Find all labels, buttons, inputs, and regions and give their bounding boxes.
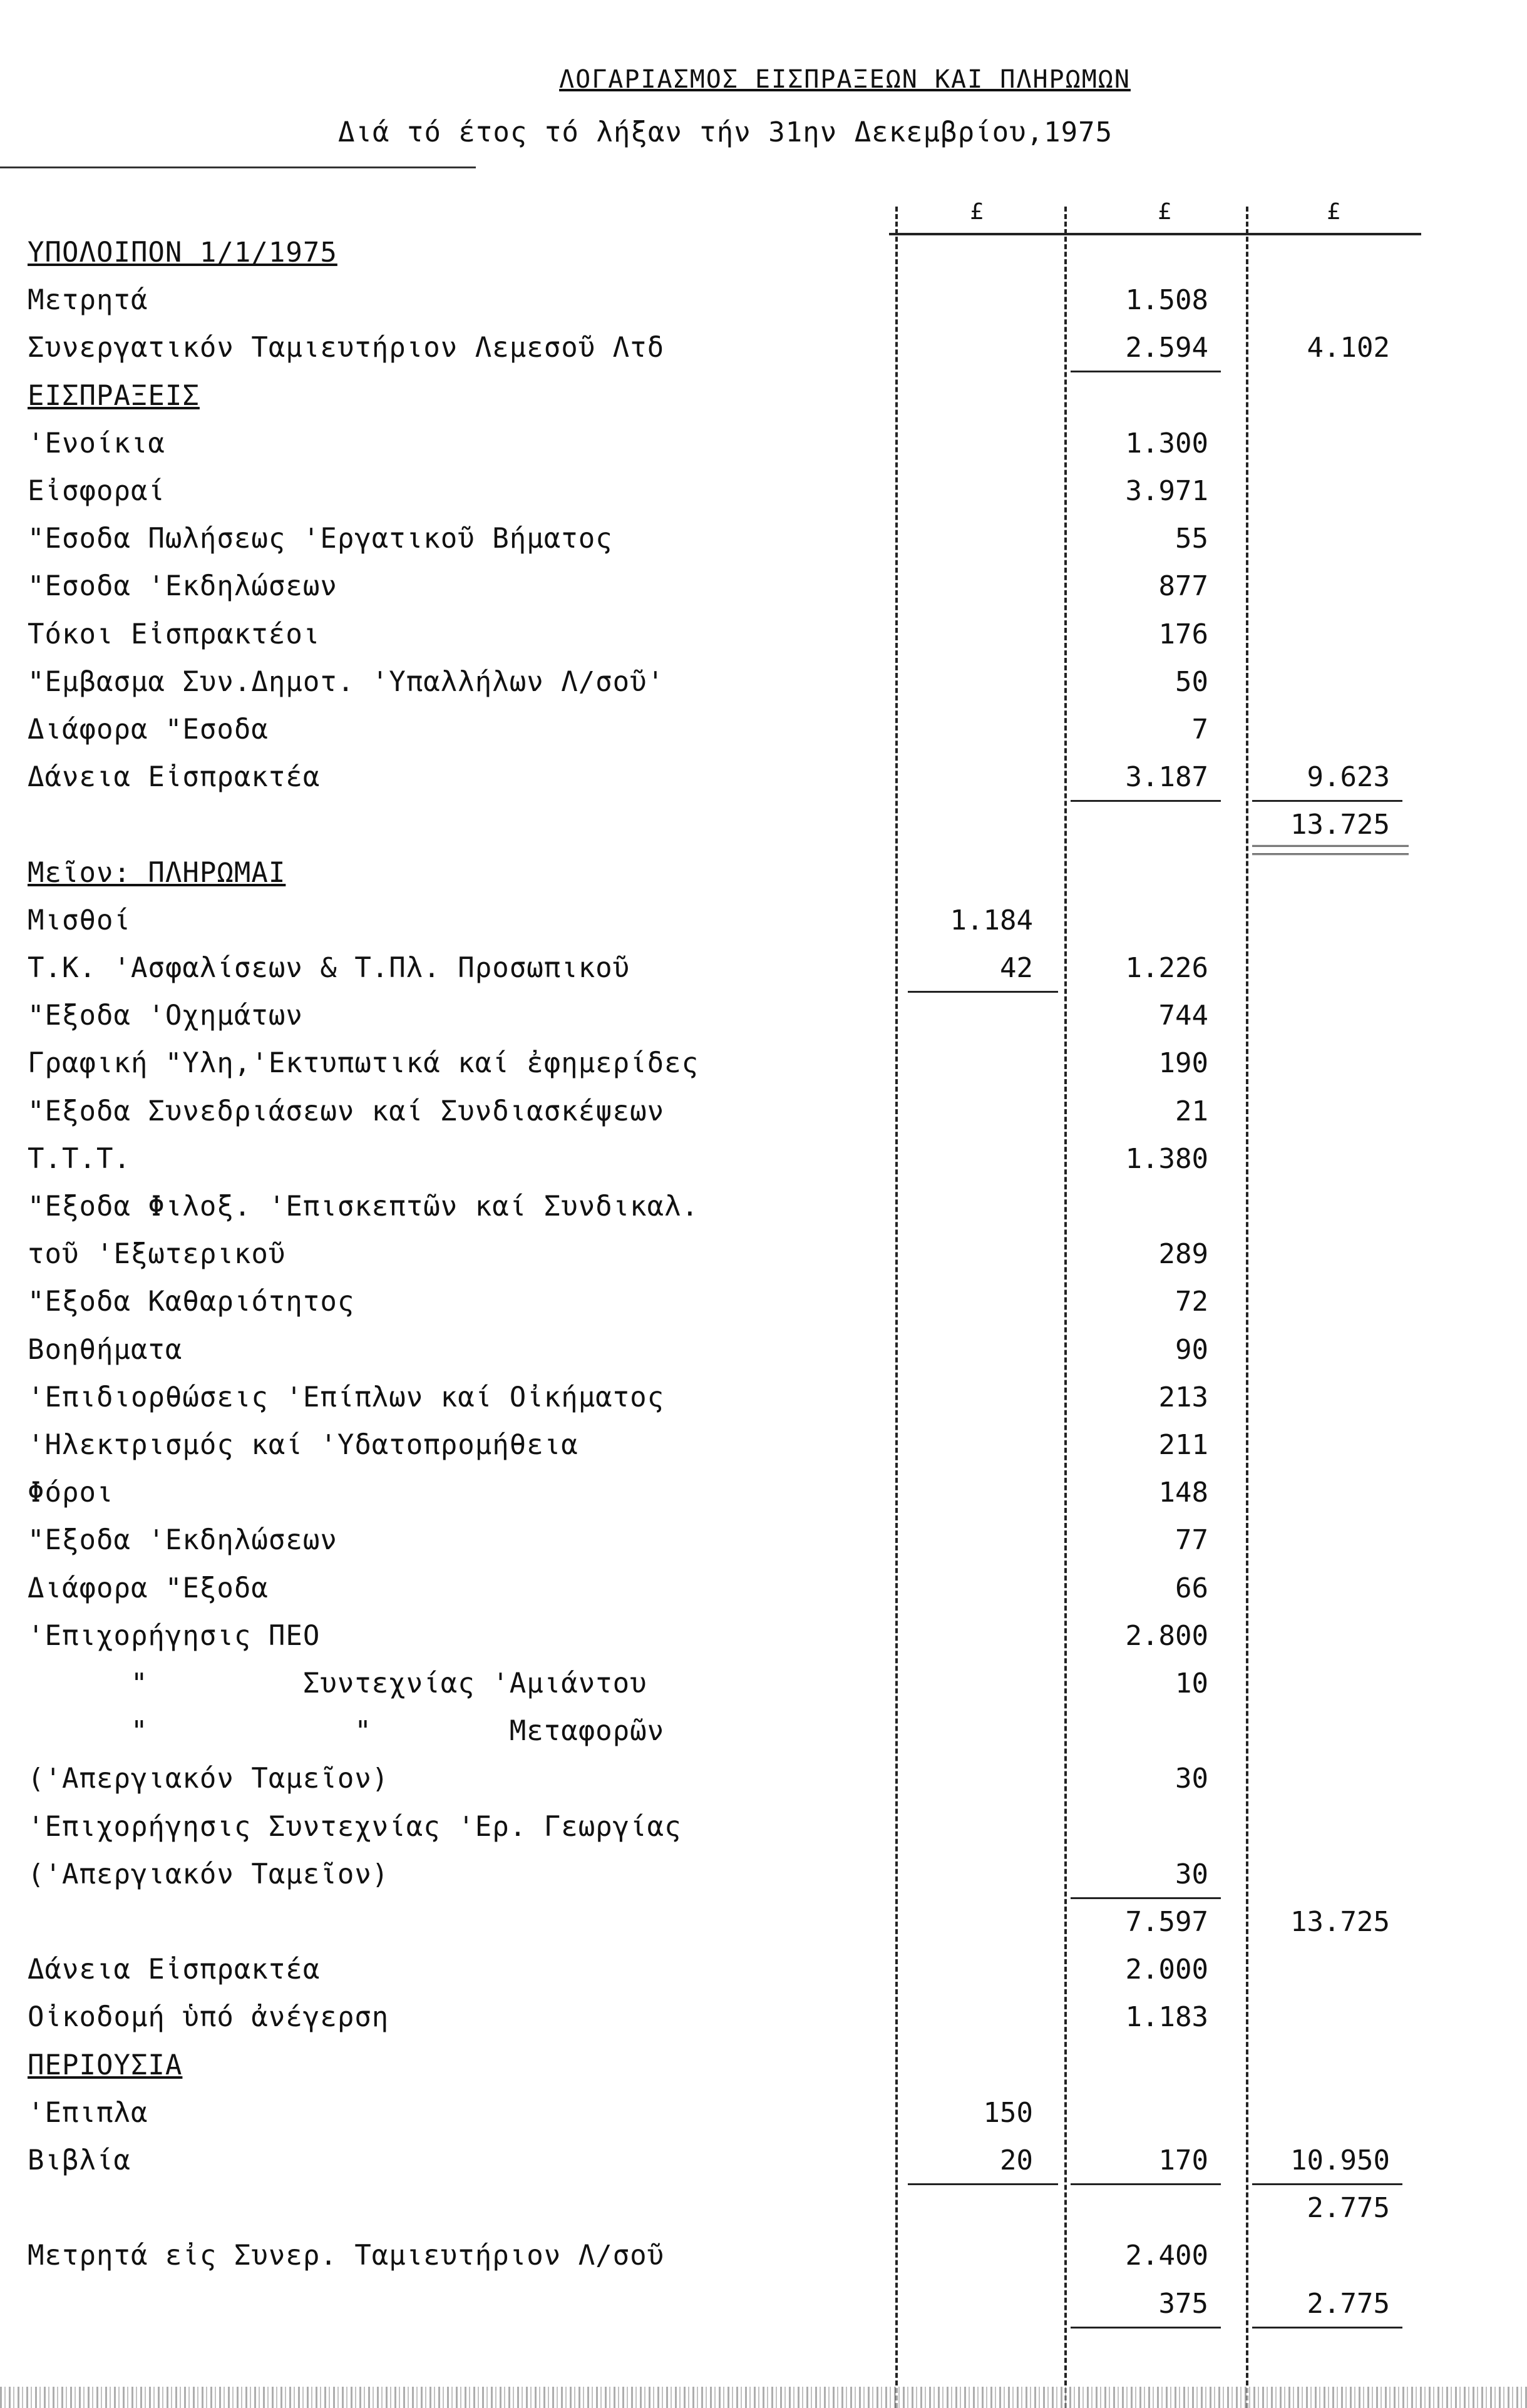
amount-col-2: 1.380	[1125, 1142, 1208, 1175]
title-text: ΛΟΓΑΡΙΑΣΜΟΣ ΕΙΣΠΡΑΞΕΩΝ ΚΑΙ ΠΛΗΡΩΜΩΝ	[559, 65, 1131, 94]
amount-col-2: 90	[1175, 1333, 1208, 1366]
ledger-row	[0, 904, 1527, 950]
amount-col-3: 13.725	[1290, 809, 1390, 841]
row-label: Βοηθήματα	[28, 1333, 183, 1366]
amount-col-3: 13.725	[1290, 1906, 1390, 1938]
row-label: Εἰσφοραί	[28, 475, 165, 507]
subtotal-rule	[908, 2183, 1058, 2185]
amount-col-2: 50	[1175, 665, 1208, 698]
amount-col-2: 190	[1158, 1047, 1208, 1080]
ledger-row	[0, 1381, 1527, 1427]
subtotal-rule	[1252, 800, 1402, 802]
ledger-row	[0, 857, 1527, 902]
row-label: Οἰκοδομή ὑπό ἀνέγερση	[28, 2001, 389, 2034]
amount-col-2: 3.971	[1125, 475, 1208, 507]
amount-col-2: 2.400	[1125, 2240, 1208, 2272]
ledger-row	[0, 1620, 1527, 1665]
amount-col-2: 1.183	[1125, 2001, 1208, 2034]
amount-col-2: 211	[1158, 1429, 1208, 1461]
amount-col-2: 72	[1175, 1286, 1208, 1318]
amount-col-2: 3.187	[1125, 761, 1208, 794]
amount-col-2: 375	[1158, 2287, 1208, 2320]
subtotal-rule	[1071, 371, 1221, 372]
amount-col-2: 30	[1175, 1763, 1208, 1795]
ledger-row	[0, 666, 1527, 711]
row-label: ΕΙΣΠΡΑΞΕΙΣ	[28, 379, 200, 412]
ledger-row	[0, 1047, 1527, 1092]
row-label: τοῦ 'Εξωτερικοῦ	[28, 1238, 286, 1271]
ledger-row	[0, 1572, 1527, 1617]
row-label: Γραφική "Υλη,'Εκτυπωτικά καί ἐφημερίδες	[28, 1047, 699, 1080]
row-label: "Εμβασμα Συν.Δημοτ. 'Υπαλλήλων Λ/σοῦ'	[28, 665, 665, 698]
ledger-row	[0, 618, 1527, 663]
ledger-row	[0, 714, 1527, 759]
ledger-row	[0, 1000, 1527, 1045]
amount-col-2: 1.226	[1125, 952, 1208, 984]
row-label: Συνεργατικόν Ταμιευτήριον Λεμεσοῦ Λτδ	[28, 332, 665, 364]
amount-col-2: 77	[1175, 1524, 1208, 1557]
ledger-row	[0, 1715, 1527, 1760]
amount-col-2: 176	[1158, 618, 1208, 650]
header-rule-left	[0, 167, 476, 168]
ledger-row	[0, 1477, 1527, 1522]
amount-col-2: 877	[1158, 570, 1208, 603]
amount-col-2: 7.597	[1125, 1906, 1208, 1938]
amount-col-2: 289	[1158, 1238, 1208, 1271]
ledger-row	[0, 1906, 1527, 1951]
row-label: Διάφορα "Εσοδα	[28, 714, 269, 745]
amount-col-3: 10.950	[1290, 2144, 1390, 2176]
row-label: ('Απεργιακόν Ταμεῖον)	[28, 1763, 389, 1795]
ledger-row	[0, 284, 1527, 329]
ledger-row	[0, 1763, 1527, 1808]
ledger-row	[0, 1954, 1527, 1999]
scan-edge-noise	[0, 2387, 1527, 2408]
row-label: 'Ενοίκια	[28, 427, 165, 459]
amount-col-2: 744	[1158, 1000, 1208, 1032]
amount-col-2: 55	[1175, 523, 1208, 555]
row-label: Φόροι	[28, 1477, 114, 1509]
subtotal-rule	[1071, 2327, 1221, 2329]
subtotal-rule	[908, 991, 1058, 993]
row-label: "Εξοδα Συνεδριάσεων καί Συνδιασκέψεων	[28, 1095, 665, 1127]
amount-col-1: 1.184	[950, 904, 1033, 936]
amount-col-2: 2.800	[1125, 1619, 1208, 1652]
subtotal-rule	[1071, 1897, 1221, 1899]
row-label: "Εξοδα 'Εκδηλώσεων	[28, 1524, 337, 1557]
subtotal-rule	[1071, 2183, 1221, 2185]
ledger-row	[0, 1668, 1527, 1713]
ledger-row	[0, 2192, 1527, 2237]
row-label: "Εξοδα 'Οχημάτων	[28, 1000, 303, 1032]
ledger-row	[0, 475, 1527, 520]
row-label: Τόκοι Εἰσπρακτέοι	[28, 618, 321, 650]
row-label: 'Ηλεκτρισμός καί 'Υδατοπρομήθεια	[28, 1429, 578, 1461]
amount-col-2: 30	[1175, 1858, 1208, 1890]
amount-col-3: 2.775	[1307, 2192, 1390, 2225]
row-label: " Συντεχνίας 'Αμιάντου	[28, 1668, 647, 1699]
amount-col-1: 20	[1000, 2144, 1033, 2176]
amount-col-2: 213	[1158, 1381, 1208, 1413]
subtotal-rule	[1071, 800, 1221, 802]
column-header-rule	[889, 233, 1421, 235]
amount-col-2: 2.000	[1125, 1954, 1208, 1986]
ledger-row	[0, 1286, 1527, 1331]
amount-col-2: 1.300	[1125, 427, 1208, 459]
subtotal-rule	[1252, 2183, 1402, 2185]
ledger-row	[0, 237, 1527, 282]
amount-col-3: 9.623	[1307, 761, 1390, 794]
amount-col-2: 148	[1158, 1477, 1208, 1509]
row-label: 'Επιπλα	[28, 2096, 148, 2129]
ledger-row	[0, 380, 1527, 425]
row-label: 'Επιχορήγησις ΠΕΟ	[28, 1619, 321, 1652]
document-subtitle: Διά τό έτος τό λήξαν τήν 31ην Δεκεμβρίου,1975	[338, 116, 1113, 148]
amount-col-1: 42	[1000, 952, 1033, 984]
row-label: "Εσοδα 'Εκδηλώσεων	[28, 570, 337, 603]
amount-col-2: 66	[1175, 1572, 1208, 1604]
row-label: ΥΠΟΛΟΙΠΟΝ 1/1/1975	[28, 237, 337, 269]
ledger-row	[0, 1811, 1527, 1856]
amount-col-2: 170	[1158, 2144, 1208, 2176]
row-label: Διάφορα "Εξοδα	[28, 1572, 269, 1604]
ledger-row	[0, 761, 1527, 806]
row-label: 'Επιχορήγησις Συντεχνίας 'Ερ. Γεωργίας	[28, 1810, 682, 1843]
ledger-row	[0, 809, 1527, 854]
row-label: "Εξοδα Καθαριότητος	[28, 1286, 355, 1318]
ledger-row	[0, 2288, 1527, 2333]
ledger-row	[0, 2049, 1527, 2094]
amount-col-2: 10	[1175, 1668, 1208, 1699]
ledger-row	[0, 1095, 1527, 1140]
ledger-row	[0, 570, 1527, 615]
ledger-row	[0, 2144, 1527, 2190]
row-label: Βιβλία	[28, 2144, 131, 2176]
row-label: Δάνεια Εἰσπρακτέα	[28, 761, 321, 794]
row-label: Μετρητά εἰς Συνερ. Ταμιευτήριον Λ/σοῦ	[28, 2240, 665, 2272]
ledger-row	[0, 2240, 1527, 2285]
row-label: Μετρητά	[28, 284, 148, 317]
ledger-row	[0, 1334, 1527, 1379]
ledger-row	[0, 332, 1527, 377]
row-label: ΠΕΡΙΟΥΣΙΑ	[28, 2049, 183, 2081]
ledger-row	[0, 2001, 1527, 2046]
row-label: Τ.Κ. 'Ασφαλίσεων & Τ.Πλ. Προσωπικοῦ	[28, 952, 630, 984]
row-label: Μισθοί	[28, 904, 131, 936]
total-double-rule	[1252, 845, 1409, 855]
row-label: Δάνεια Εἰσπρακτέα	[28, 1954, 321, 1986]
amount-col-3: 4.102	[1307, 332, 1390, 364]
row-label: "Εσοδα Πωλήσεως 'Εργατικοῦ Βήματος	[28, 523, 613, 555]
row-label: "Εξοδα Φιλοξ. 'Επισκεπτῶν καί Συνδικαλ.	[28, 1191, 699, 1222]
row-label: Τ.Τ.Τ.	[28, 1142, 131, 1175]
document-title	[0, 65, 1527, 94]
amount-col-3: 2.775	[1307, 2287, 1390, 2320]
currency-header-2: £	[1158, 199, 1171, 225]
ledger-row	[0, 1143, 1527, 1188]
amount-col-2: 21	[1175, 1095, 1208, 1127]
amount-col-1: 150	[983, 2096, 1033, 2129]
row-label: " " Μεταφορῶν	[28, 1715, 665, 1748]
subtotal-rule	[1252, 2327, 1402, 2329]
ledger-row	[0, 523, 1527, 568]
currency-header-1: £	[970, 199, 984, 225]
ledger-row	[0, 952, 1527, 997]
amount-col-2: 1.508	[1125, 284, 1208, 317]
ledger-row	[0, 1429, 1527, 1474]
row-label: Μεῖον: ΠΛΗΡΩΜΑΙ	[28, 856, 286, 889]
amount-col-2: 2.594	[1125, 332, 1208, 364]
ledger-row	[0, 1238, 1527, 1283]
amount-col-2: 7	[1191, 714, 1208, 745]
ledger-row	[0, 2097, 1527, 2142]
ledger-row	[0, 428, 1527, 473]
row-label: ('Απεργιακόν Ταμεῖον)	[28, 1858, 389, 1890]
ledger-row	[0, 1858, 1527, 1903]
ledger-row	[0, 1191, 1527, 1236]
currency-header-3: £	[1327, 199, 1340, 225]
row-label: 'Επιδιορθώσεις 'Επίπλων καί Οἰκήματος	[28, 1381, 665, 1413]
ledger-row	[0, 1524, 1527, 1569]
